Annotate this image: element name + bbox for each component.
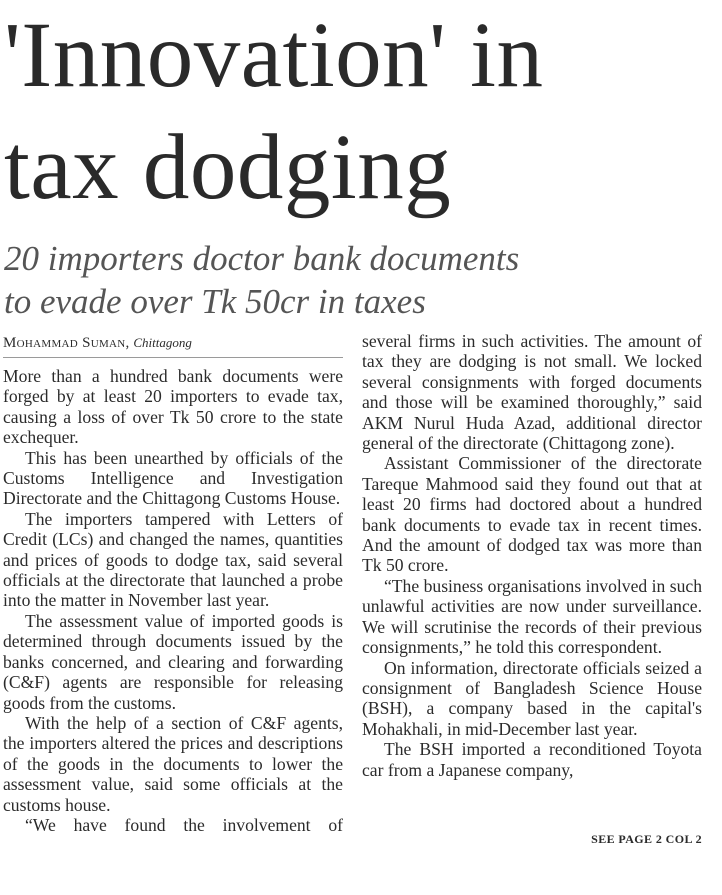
paragraph: “We have found the involvement of — [25, 814, 343, 835]
paragraph: With the help of a section of C&F agents, the importers altered the prices and descriptions of the goods in the documents to lower the assessment value, said some officials at the customs house. — [3, 712, 343, 815]
article-column-1 — [3, 333, 343, 835]
byline-author: Mohammad Suman, — [3, 335, 130, 351]
paragraph: The importers tampered with Letters of Credit (LCs) and changed the names, quantities and prices of goods to dodge tax, said several officials at the directorate that launched a probe into the matter in November last year. — [3, 508, 343, 611]
byline-location: Chittagong — [133, 335, 192, 350]
subheadline-line-1: 20 importers doctor bank documents — [4, 239, 520, 278]
continuation-note: SEE PAGE 2 COL 2 — [591, 832, 702, 846]
paragraph: More than a hundred bank documents were forged by at least 20 importers to evade tax, causing a loss of over Tk 50 crore to the state exchequer. — [3, 366, 343, 448]
headline-line-1: 'Innovation' in — [4, 4, 544, 107]
paragraph: The BSH imported a reconditioned Toyota car from a Japanese company, — [362, 739, 702, 780]
byline — [3, 333, 343, 358]
paragraph: This has been unearthed by officials of the Customs Intelligence and Investigation Directorate and the Chittagong Customs House. — [3, 447, 343, 509]
headline-line-2: tax dodging — [4, 116, 452, 219]
paragraph: On information, directorate officials seized a consignment of Bangladesh Science House (BSH), a company based in the capital's Mohakhali, in mid-December last year. — [362, 657, 702, 739]
paragraph: several firms in such activities. The amount of tax they are dodging is not small. We locked several consignments with forged documents and those will be examined thoroughly,” said AKM Nurul Huda Azad, additional director general of the directorate (Chittagong zone). — [362, 331, 702, 454]
subheadline — [4, 237, 720, 323]
paragraph: “The business organisations involved in such unlawful activities are now under surveillance. We will scrutinise the records of their previous consignments,” he told this correspondent. — [362, 575, 702, 658]
subheadline-line-2: to evade over Tk 50cr in taxes — [4, 282, 426, 321]
headline — [4, 0, 720, 224]
article-column-2 — [362, 331, 702, 780]
paragraph: Assistant Commissioner of the directorate Tareque Mahmood said they found out that at least 20 firms had doctored about a hundred bank documents to evade tax in recent times. And the amount of dodged tax was more than Tk 50 crore. — [362, 453, 702, 576]
paragraph: The assessment value of imported goods is determined through documents issued by the banks concerned, and clearing and forwarding (C&F) agents are responsible for releasing goods from the customs. — [3, 610, 343, 713]
